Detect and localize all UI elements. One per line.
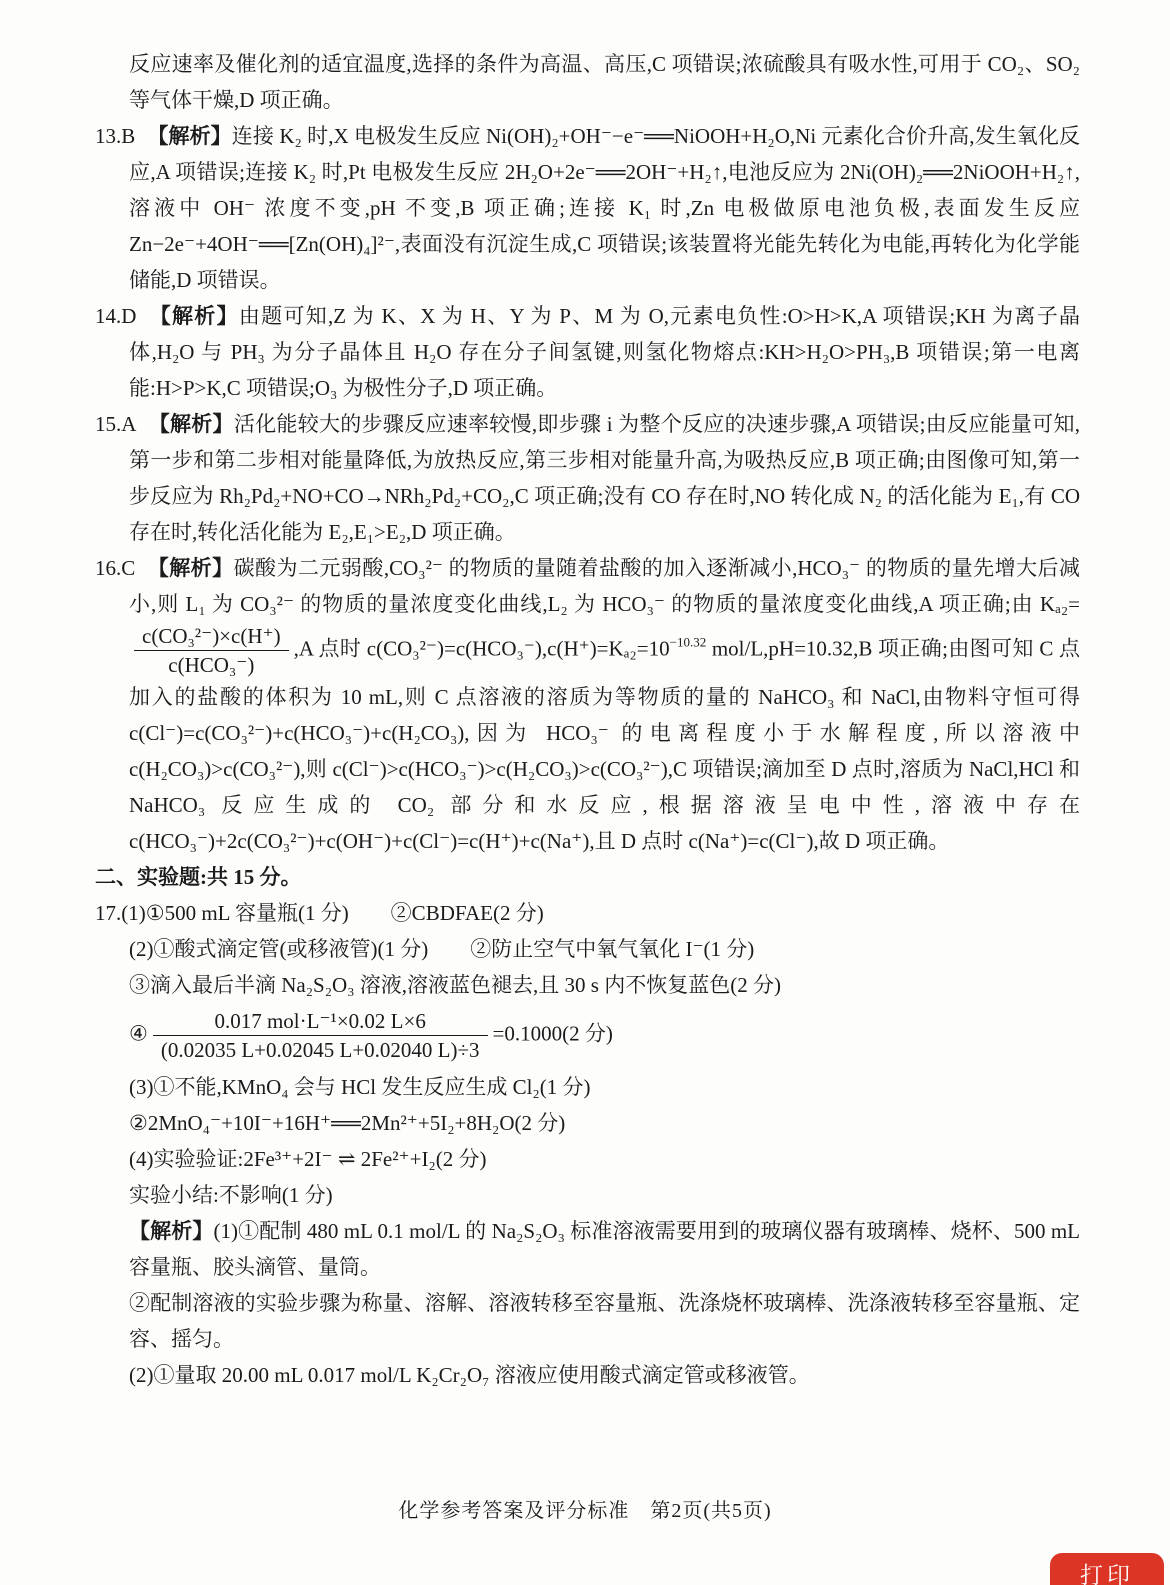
section-heading-experiment: 二、实验题:共 15 分。 [95,865,302,890]
q16-answer-number: 16.C [95,556,136,580]
paragraph-q15 [95,406,1080,550]
q17-number: 17. [95,901,122,926]
q16-text-part3: mol/L,pH=10.32,B 项正确;由图可知 C 点加入的盐酸的体积为 10 mL,则 C 点溶液的溶质为等物质的量的 NaHCO₃ 和 NaCl,由物料守恒可得 c(Cl⁻)=c(CO₃²⁻)+c(HCO₃⁻)+c(H₂CO₃),因为 HCO₃⁻ 的电离程度小于水解程度,所以溶液中 c(H₂CO₃)>c(CO₃²⁻),则 c(Cl⁻)>c(HCO₃⁻)>c(H₂CO₃)>c(CO₃²⁻),C 项错误;滴加至 D 点时,溶质为 NaCl,HCl 和 NaHCO₃ 反应生成的 CO₂ 部分和水反应,根据溶液呈电中性,溶液中存在 c(HCO₃⁻)+2c(CO₃²⁻)+c(OH⁻)+c(Cl⁻)=c(H⁺)+c(Na⁺),且 D 点时 c(Na⁺)=c(Cl⁻),故 D 项正确。 [129,636,1080,854]
paragraph-q16 [95,550,1080,859]
paragraph-q17-answer-6 [95,1105,1080,1141]
q17-answer-5-text: (3)①不能,KMnO₄ 会与 HCl 发生反应生成 Cl₂(1 分) [129,1074,591,1099]
q16-text-part1: 碳酸为二元弱酸,CO₃²⁻ 的物质的量随着盐酸的加入逐渐减小,HCO₃⁻ 的物质的量先增大后减小,则 L₁ 为 CO₃²⁻ 的物质的量浓度变化曲线,L₂ 为 HCO₃⁻ 的物质的量浓度变化曲线,A 项正确;由 Kₐ₂= [129,556,1080,616]
q16-text-part2: ,A 点时 c(CO₃²⁻)=c(HCO₃⁻),c(H⁺)=Kₐ₂=10 [293,636,670,661]
ka2-fraction-numerator: c(CO₃²⁻)×c(H⁺) [142,624,281,648]
q17-answer-1-text: (1)①500 mL 容量瓶(1 分) ②CBDFAE(2 分) [121,901,544,926]
paragraph-q17-answer-5 [95,1069,1080,1105]
q17-analysis-1-text: (1)①配制 480 mL 0.1 mol/L 的 Na₂S₂O₃ 标准溶液需要用到的玻璃仪器有玻璃棒、烧杯、500 mL 容量瓶、胶头滴管、量筒。 [129,1218,1080,1279]
paragraph-q17-answer-7 [95,1141,1080,1177]
analysis-label: 【解析】 [129,1218,214,1243]
q14-answer-number: 14.D [95,304,137,328]
titration-fraction-numerator: 0.017 mol·L⁻¹×0.02 L×6 [214,1009,426,1034]
analysis-label: 【解析】 [147,556,234,580]
paragraph-q17-answer-1 [95,895,1080,931]
print-button[interactable]: 打印 [1050,1553,1164,1585]
analysis-label: 【解析】 [148,412,234,436]
paragraph-q17-analysis-3 [95,1357,1080,1393]
q14-text: 由题可知,Z 为 K、X 为 H、Y 为 P、M 为 O,元素电负性:O>H>K,A 项错误;KH 为离子晶体,H₂O 与 PH₃ 为分子晶体且 H₂O 存在分子间氢键,则氢化物熔点:KH>H₂O>PH₃,B 项错误;第一电离能:H>P>K,C 项错误;O₃ 为极性分子,D 项正确。 [129,304,1080,400]
analysis-label: 【解析】 [147,124,232,148]
ka2-exponent: −10.32 [669,634,707,650]
paragraph-q17-analysis-2 [95,1285,1080,1357]
q17-answer-3-text: ③滴入最后半滴 Na₂S₂O₃ 溶液,溶液蓝色褪去,且 30 s 内不恢复蓝色(2 分) [129,973,781,998]
paragraph-q17-answer-3 [95,967,1080,1003]
q12-text: 反应速率及催化剂的适宜温度,选择的条件为高温、高压,C 项错误;浓硫酸具有吸水性,可用于 CO₂、SO₂ 等气体干燥,D 项正确。 [129,52,1080,112]
paragraph-q14 [95,298,1080,406]
q17-analysis-3-text: (2)①量取 20.00 mL 0.017 mol/L K₂Cr₂O₇ 溶液应使用酸式滴定管或移液管。 [129,1362,810,1387]
q13-text: 连接 K₂ 时,X 电极发生反应 Ni(OH)₂+OH⁻−e⁻══NiOOH+H₂O,Ni 元素化合价升高,发生氧化反应,A 项错误;连接 K₂ 时,Pt 电极发生反应 2H₂O+2e⁻══2OH⁻+H₂↑,电池反应为 2Ni(OH)₂══2NiOOH+H₂↑,溶液中 OH⁻ 浓度不变,pH 不变,B 项正确;连接 K₁ 时,Zn 电极做原电池负极,表面发生反应 Zn−2e⁻+4OH⁻══[Zn(OH)₄]²⁻,表面没有沉淀生成,C 项错误;该装置将光能先转化为电能,再转化为化学能储能,D 项错误。 [129,124,1081,292]
ka2-fraction-denominator: c(HCO₃⁻) [134,650,289,677]
analysis-label: 【解析】 [148,304,239,328]
page-footer: 化学参考答案及评分标准 第2页(共5页) [398,1500,772,1522]
q17-answer-8-text: 实验小结:不影响(1 分) [129,1182,333,1207]
q17-answer-4-prefix: ④ [129,1021,148,1046]
paragraph-q17-analysis-1 [95,1213,1080,1285]
paragraph-q13 [95,118,1080,298]
q13-answer-number: 13.B [95,124,136,148]
titration-fraction-denominator: (0.02035 L+0.02045 L+0.02040 L)÷3 [153,1035,488,1062]
answer-content [95,46,1080,1393]
q17-answer-6-text: ②2MnO₄⁻+10I⁻+16H⁺══2Mn²⁺+5I₂+8H₂O(2 分) [129,1110,566,1135]
paragraph-q17-answer-2 [95,931,1080,967]
paragraph-q17-answer-4 [95,1007,1080,1064]
q17-answer-2-text: (2)①酸式滴定管(或移液管)(1 分) ②防止空气中氧气氧化 I⁻(1 分) [129,937,755,962]
q15-text: 活化能较大的步骤反应速率较慢,即步骤 i 为整个反应的决速步骤,A 项错误;由反应能量可知,第一步和第二步相对能量降低,为放热反应,第三步相对能量升高,为吸热反应,B 项正确;由图像可知,第一步反应为 Rh₂Pd₂+NO+CO→NRh₂Pd₂+CO₂,C 项正确;没有 CO 存在时,NO 转化成 N₂ 的活化能为 E₁,有 CO 存在时,转化活化能为 E₂,E₁>E₂,D 项正确。 [129,412,1080,544]
q17-answer-4-result: =0.1000(2 分) [492,1021,613,1046]
paragraph-q12-continuation [95,46,1080,118]
titration-fraction [153,1009,488,1062]
paragraph-q17-answer-8 [95,1177,1080,1213]
ka2-fraction [134,624,289,677]
q15-answer-number: 15.A [95,412,137,436]
q17-analysis-2-text: ②配制溶液的实验步骤为称量、溶解、溶液转移至容量瓶、洗涤烧杯玻璃棒、洗涤液转移至容量瓶、定容、摇匀。 [129,1290,1080,1351]
q17-answer-7-text: (4)实验验证:2Fe³⁺+2I⁻ ⇌ 2Fe²⁺+I₂(2 分) [129,1146,487,1171]
